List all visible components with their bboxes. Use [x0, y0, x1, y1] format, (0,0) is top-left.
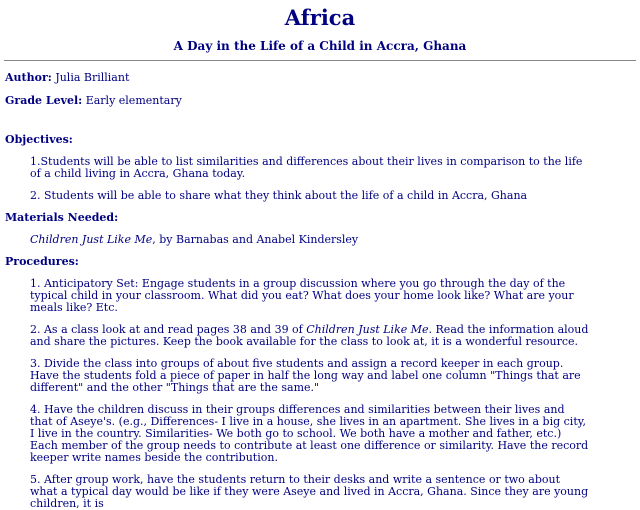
procedure-step-2-pre: 2. As a class look at and read pages 38 and 39 of: [30, 323, 307, 336]
procedure-step-4: 4. Have the children discuss in their groups differences and similarities between their lives and that of Aseye's. (e.g., Differences- I live in a house, she lives in an apartment. She lives in a big city, I live in the country. Similarities- We both go to school. We both have a mother and father, etc.) Each member of the group needs to contribute at least one difference or similarity. Have the record keeper write names beside the contribution.: [30, 403, 589, 464]
materials-item: [30, 234, 590, 246]
grade-level-line: [5, 95, 635, 107]
objectives-heading: Objectives:: [5, 133, 73, 146]
title-divider: [4, 60, 636, 61]
materials-book-authors: , by Barnabas and Anabel Kindersley: [152, 233, 359, 246]
page-subtitle: A Day in the Life of a Child in Accra, Ghana: [173, 39, 467, 53]
page-title: Africa: [284, 5, 356, 30]
procedure-step-1: 1. Anticipatory Set: Engage students in a group discussion where you go through the day of the typical child in your classroom. What did you eat? What does your home look like? What are your meals like? Etc.: [30, 277, 574, 314]
materials-heading: Materials Needed:: [5, 211, 119, 224]
procedure-step-2-book: Children Just Like Me: [306, 323, 429, 336]
author-line: [5, 72, 635, 84]
objective-item-2: 2. Students will be able to share what they think about the life of a child in Accra, Ghana: [30, 189, 528, 202]
author-label: Author:: [5, 71, 52, 84]
procedures-heading: Procedures:: [5, 255, 79, 268]
objective-item-1: 1.Students will be able to list similarities and differences about their lives in comparison to the life of a child living in Accra, Ghana today.: [30, 155, 583, 180]
grade-level-value: Early elementary: [85, 94, 182, 107]
procedure-step-2: [30, 324, 590, 348]
materials-book-title: Children Just Like Me: [30, 233, 153, 246]
author-value: Julia Brilliant: [55, 71, 130, 84]
procedure-step-3: 3. Divide the class into groups of about five students and assign a record keeper in each group. Have the students fold a piece of paper in half the long way and label one column "Things that are different" and the other "Things that are the same.": [30, 357, 581, 394]
procedure-step-2-post: . Read the information aloud and share the pictures. Keep the book available for the class to look at, it is a wonderful resource.: [30, 323, 589, 348]
procedure-step-5: 5. After group work, have the students return to their desks and write a sentence or two about what a typical day would be like if they were Aseye and lived in Accra, Ghana. Since they are young children, it is: [30, 473, 589, 510]
grade-level-label: Grade Level:: [5, 94, 83, 107]
